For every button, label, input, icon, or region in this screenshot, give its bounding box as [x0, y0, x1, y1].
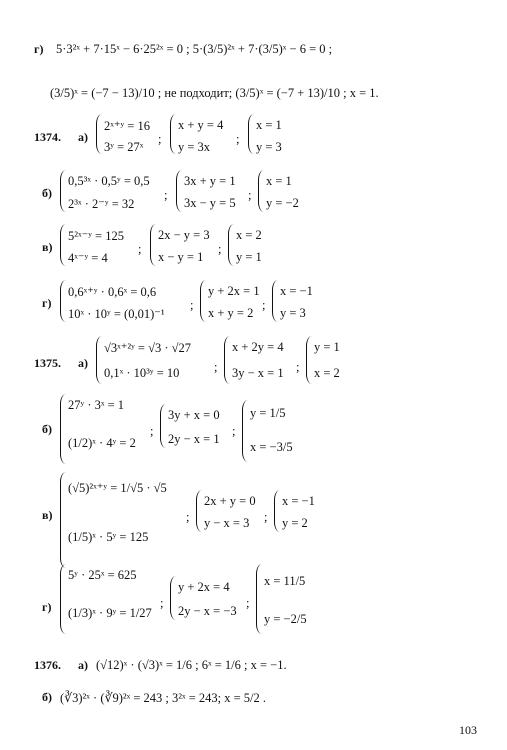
system-eq: x = 1: [266, 174, 292, 188]
system-brace: [60, 280, 67, 322]
system-eq: y = −2/5: [264, 612, 307, 626]
problem-number: 1375.: [34, 356, 61, 370]
system-eq: (1/2)ˣ · 4ʸ = 2: [68, 436, 136, 450]
equation-line: 5·3²ˣ + 7·15ˣ − 6·25²ˣ = 0 ; 5·(3/5)²ˣ + 7·(3/5)ˣ − 6 = 0 ;: [56, 42, 333, 56]
system-brace: [96, 336, 103, 384]
system-eq: y = 1/5: [250, 406, 286, 420]
separator: ;: [264, 510, 268, 524]
system-brace: [170, 576, 177, 620]
system-brace: [248, 114, 255, 154]
system-eq: x = −3/5: [250, 440, 293, 454]
system-eq: y = 2: [282, 516, 308, 530]
system-brace: [60, 224, 67, 266]
separator: ;: [232, 424, 236, 438]
system-brace: [60, 564, 67, 634]
system-eq: x = −1: [282, 494, 315, 508]
separator: ;: [190, 298, 194, 312]
system-brace: [160, 404, 167, 448]
system-eq: 2y − x = 1: [168, 432, 220, 446]
system-eq: 2x + y = 0: [204, 494, 256, 508]
item-label: а): [78, 130, 88, 144]
system-eq: 3ʸ = 27ˣ: [104, 140, 144, 154]
system-eq: 5²ˣ⁻ʸ = 125: [68, 229, 124, 243]
system-brace: [150, 224, 157, 266]
system-eq: x = 1: [256, 118, 282, 132]
item-label: а): [78, 658, 88, 672]
system-eq: x = 2: [236, 228, 262, 242]
system-eq: 2y − x = −3: [178, 604, 237, 618]
system-brace: [200, 280, 207, 322]
system-brace: [196, 490, 203, 532]
system-eq: 3y − x = 1: [232, 366, 284, 380]
system-eq: y = 3: [280, 306, 306, 320]
separator: ;: [236, 132, 240, 146]
separator: ;: [158, 132, 162, 146]
system-brace: [228, 224, 235, 266]
system-brace: [274, 490, 281, 532]
item-label: в): [42, 240, 53, 254]
system-eq: 0,6ˣ⁺ʸ · 0,6ˣ = 0,6: [68, 285, 157, 299]
system-eq: 2x − y = 3: [158, 228, 210, 242]
problem-number: 1376.: [34, 658, 61, 672]
system-brace: [170, 114, 177, 154]
separator: ;: [262, 298, 266, 312]
system-brace: [96, 114, 103, 154]
item-label: б): [42, 422, 52, 436]
item-label: г): [34, 42, 44, 56]
system-eq: y = 3x: [178, 140, 211, 154]
system-eq: y + 2x = 4: [178, 580, 230, 594]
separator: ;: [214, 360, 218, 374]
system-eq: 0,5³ˣ · 0,5ʸ = 0,5: [68, 174, 150, 188]
separator: ;: [164, 188, 168, 202]
item-label: б): [42, 690, 52, 704]
system-eq: y = 1: [236, 250, 262, 264]
equation-line: (3/5)ˣ = (−7 − 13)/10 ; не подходит; (3/5)ˣ = (−7 + 13)/10 ; x = 1.: [50, 86, 379, 100]
separator: ;: [160, 596, 164, 610]
page-number: 103: [459, 723, 477, 737]
system-brace: [256, 564, 263, 634]
system-brace: [306, 336, 313, 384]
system-eq: x = 11/5: [264, 574, 306, 588]
system-eq: x + 2y = 4: [232, 340, 284, 354]
separator: ;: [150, 424, 154, 438]
system-brace: [176, 170, 183, 212]
system-brace: [60, 394, 67, 464]
system-eq: 4ˣ⁻ʸ = 4: [68, 251, 108, 265]
system-eq: 2ˣ⁺ʸ = 16: [104, 119, 150, 133]
separator: ;: [138, 242, 142, 256]
problem-number: 1374.: [34, 130, 61, 144]
system-eq: y = −2: [266, 196, 299, 210]
system-brace: [258, 170, 265, 212]
equation-line: (∛3)²ˣ · (∛9)²ˣ = 243 ; 3²ˣ = 243; x = 5/2 .: [60, 691, 267, 705]
system-eq: y + 2x = 1: [208, 284, 260, 298]
item-label: г): [42, 296, 52, 310]
item-label: в): [42, 508, 53, 522]
system-eq: (1/3)ˣ · 9ʸ = 1/27: [68, 606, 152, 620]
system-brace: [224, 336, 231, 384]
system-eq: 2³ˣ · 2⁻ʸ = 32: [68, 197, 135, 211]
system-brace: [60, 170, 67, 212]
system-eq: 3y + x = 0: [168, 408, 220, 422]
separator: ;: [296, 360, 300, 374]
system-brace: [272, 280, 279, 322]
system-eq: √3ˣ⁺²ʸ = √3 · √27: [104, 341, 191, 355]
system-eq: (√5)²ˣ⁺ʸ = 1/√5 · √5: [68, 481, 167, 495]
item-label: а): [78, 356, 88, 370]
system-eq: y = 1: [314, 340, 340, 354]
separator: ;: [218, 242, 222, 256]
system-eq: 3x − y = 5: [184, 196, 236, 210]
system-eq: 0,1ˣ · 10³ʸ = 10: [104, 366, 180, 380]
separator: ;: [248, 188, 252, 202]
system-brace: [60, 472, 67, 568]
system-eq: y − x = 3: [204, 516, 250, 530]
system-brace: [242, 400, 249, 462]
item-label: г): [42, 600, 52, 614]
system-eq: 27ʸ · 3ˣ = 1: [68, 398, 125, 412]
system-eq: x − y = 1: [158, 250, 204, 264]
system-eq: y = 3: [256, 140, 282, 154]
item-label: б): [42, 186, 52, 200]
system-eq: x + y = 4: [178, 118, 224, 132]
system-eq: x = −1: [280, 284, 313, 298]
equation-line: (√12)ˣ · (√3)ˣ = 1/6 ; 6ˣ = 1/6 ; x = −1.: [96, 658, 287, 672]
separator: ;: [186, 510, 190, 524]
system-eq: 5ʸ · 25ˣ = 625: [68, 568, 137, 582]
system-eq: x + y = 2: [208, 306, 254, 320]
system-eq: 3x + y = 1: [184, 174, 236, 188]
separator: ;: [246, 596, 250, 610]
system-eq: x = 2: [314, 366, 340, 380]
system-eq: 10ˣ · 10ʸ = (0,01)⁻¹: [68, 307, 165, 321]
system-eq: (1/5)ˣ · 5ʸ = 125: [68, 530, 149, 544]
